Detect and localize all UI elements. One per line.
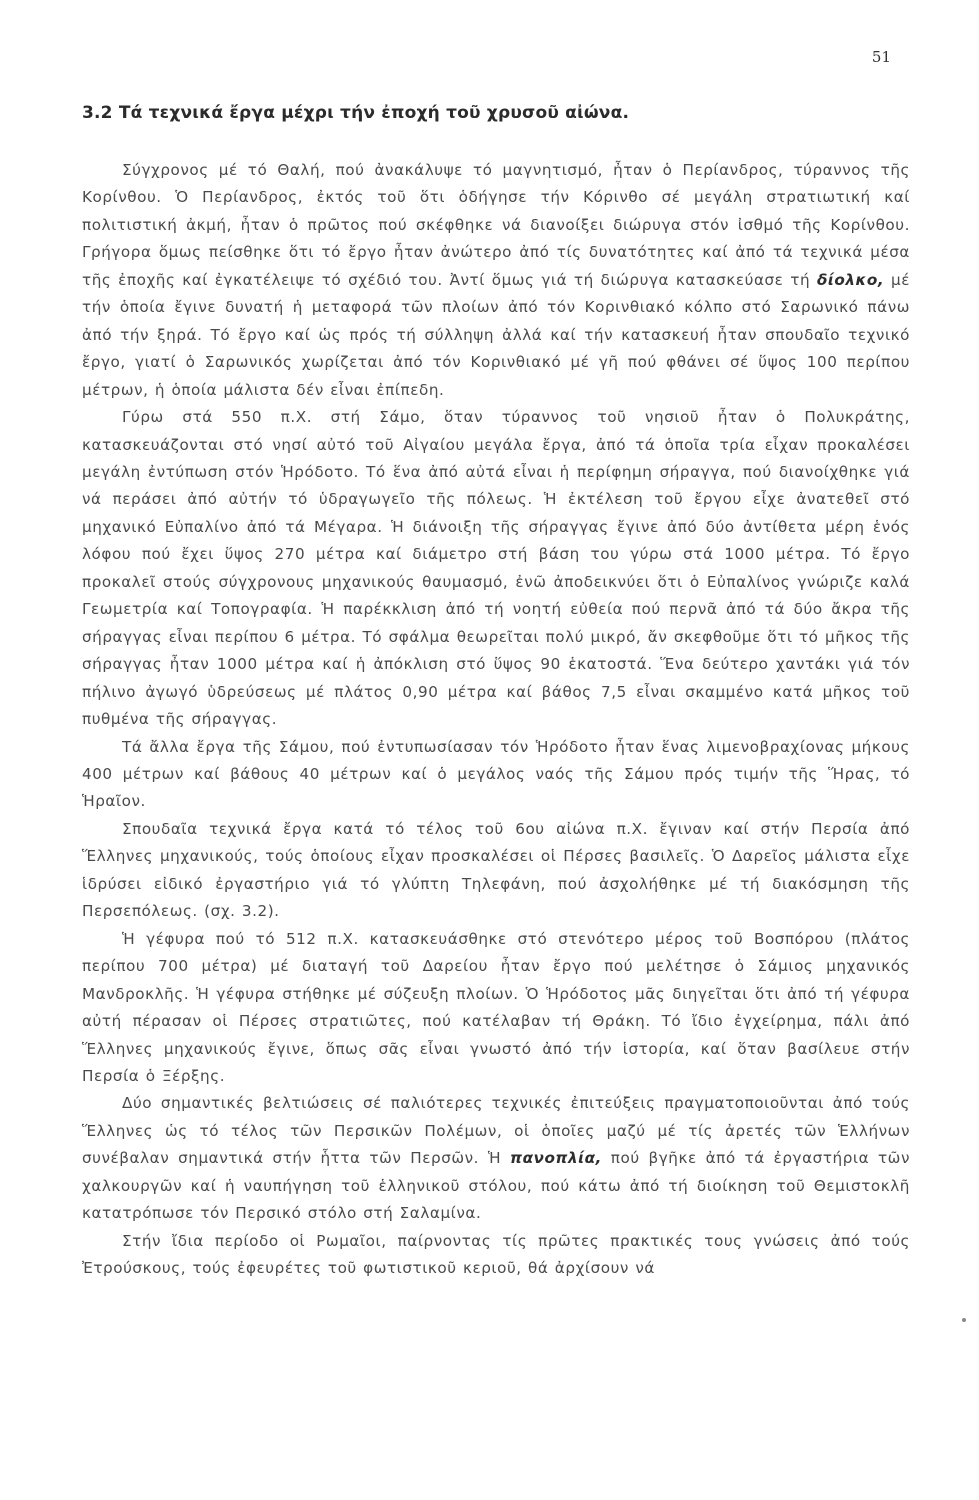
page-number: 51 [871, 48, 891, 66]
paragraph-text: Σύγχρονος μέ τό Θαλή, πού ἀνακάλυψε τό μαγνητισμό, ἦταν ὁ Περίανδρος, τύραννος τῆς Κορίνθου. Ὁ Περίανδρος, ἐκτός τοῦ ὅτι ὁδήγησε τήν Κόρινθο σέ μεγάλη στρατιωτική καί πολιτιστική ἀκμή, ἦταν ὁ πρῶτος πού σκέφθηκε νά διανοίξει διώρυγα στόν ἰσθμό τῆς Κορίνθου. Γρήγορα ὅμως πείσθηκε ὅτι τό ἔργο ἦταν ἀνώτερο ἀπό τίς δυνατότητες καί ἀπό τά τεχνικά μέσα τῆς ἐποχῆς καί ἐγκατέλειψε τό σχέδιό του. Ἀντί ὅμως γιά τή διώρυγα κατασκεύασε τή [82, 161, 910, 289]
paragraph-text: μέ τήν ὁποία ἔγινε δυνατή ἡ μεταφορά τῶν πλοίων ἀπό τόν Κορινθιακό κόλπο στό Σαρωνικό πάνω ἀπό τήν ξηρά. Τό ἔργο καί ὡς πρός τή σύλληψη ἀλλά καί τήν κατασκευή ἦταν σπουδαῖο τεχνικό ἔργο, γιατί ὁ Σαρωνικός χωρίζεται ἀπό τόν Κορινθιακό μέ γῆ πού φθάνει σέ ὕψος 100 περίπου μέτρων, ἡ ὁποία μάλιστα δέν εἶναι ἐπίπεδη. [82, 270, 910, 399]
section-heading: 3.2 Τά τεχνικά ἔργα μέχρι τήν ἐποχή τοῦ χρυσοῦ αἰώνα. [82, 103, 630, 123]
paragraph-samos-works: Τά ἄλλα ἔργα τῆς Σάμου, πού ἐντυπωσίασαν τόν Ἡρόδοτο ἦταν ἕνας λιμενοβραχίονας μήκους 400 μέτρων καί βάθους 40 μέτρων καί ὁ μεγάλος ναός τῆς Σάμου πρός τιμήν τῆς Ἥρας, τό Ἡραῖον. [82, 737, 910, 811]
term-diolkos: δίολκο, [816, 270, 885, 289]
paragraph-text: Δύο σημαντικές βελτιώσεις σέ παλιότερες τεχνικές ἐπιτεύξεις πραγματοποιοῦνται ἀπό τούς Ἕλληνες ὡς τό τέλος τῶν Περσικῶν Πολέμων, οἱ ὁποῖες μαζύ μέ τίς ἀρετές τῶν Ἑλλήνων συνέβαλαν σημαντικά στήν ἧττα τῶν Περσῶν. Ἡ [82, 1094, 910, 1168]
paragraph-bosporus-bridge: Ἡ γέφυρα πού τό 512 π.Χ. κατασκευάσθηκε στό στενότερο μέρος τοῦ Βοσπόρου (πλάτος περίπου 700 μέτρα) μέ διαταγή τοῦ Δαρείου ἦταν ἔργο πού μελέτησε ὁ Σάμιος μηχανικός Μανδροκλῆς. Ἡ γέφυρα στήθηκε μέ σύζευξη πλοίων. Ὁ Ἡρόδοτος μᾶς διηγεῖται ὅτι ἀπό τή γέφυρα αὐτή πέρασαν οἱ Πέρσες στρατιῶτες, πού κατέλαβαν τή Θράκη. Τό ἴδιο ἐγχείρημα, πάλι ἀπό Ἕλληνες μηχανικούς ἔγινε, ὅπως σᾶς εἶναι γνωστό ἀπό τήν ἱστορία, καί ὅταν βασίλευε στήν Περσία ὁ Ξέρξης. [82, 929, 910, 1085]
paragraph-romans: Στήν ἴδια περίοδο οἱ Ρωμαῖοι, παίρνοντας τίς πρῶτες πρακτικές τους γνώσεις ἀπό τούς Ἐτρούσκους, τούς ἐφευρέτες τοῦ φωτιστικοῦ κεριοῦ, θά ἀρχίσουν νά [82, 1231, 910, 1278]
paragraph-persia: Σπουδαῖα τεχνικά ἔργα κατά τό τέλος τοῦ 6ου αἰώνα π.Χ. ἔγιναν καί στήν Περσία ἀπό Ἕλληνες μηχανικούς, τούς ὁποίους εἶχαν προσκαλέσει οἱ Πέρσες βασιλεῖς. Ὁ Δαρεῖος μάλιστα εἶχε ἱδρύσει εἰδικό ἐργαστήριο γιά τό γλύπτη Τηλεφάνη, πού ἀσχολήθηκε μέ τή διακόσμηση τῆς Περσεπόλεως. (σχ. 3.2). [82, 819, 910, 921]
term-panoplia: πανοπλία, [510, 1149, 602, 1168]
margin-speck [962, 1318, 966, 1322]
body-text [82, 157, 910, 1283]
paragraph-diolkos [82, 157, 910, 404]
paragraph-samos-tunnel: Γύρω στά 550 π.Χ. στή Σάμο, ὅταν τύραννος τοῦ νησιοῦ ἦταν ὁ Πολυκράτης, κατασκευάζονται στό νησί αὐτό τοῦ Αἰγαίου μεγάλα ἔργα, ἀπό τά ὁποῖα τρία εἶχαν προκαλέσει μεγάλη ἐντύπωση στόν Ἡρόδοτο. Τό ἕνα ἀπό αὐτά εἶναι ἡ περίφημη σήραγγα, πού διανοίχθηκε γιά νά περάσει ἀπό αὐτήν τό ὑδραγωγεῖο τῆς πόλεως. Ἡ ἐκτέλεση τοῦ ἔργου εἶχε ἀνατεθεῖ στό μηχανικό Εὐπαλίνο ἀπό τά Μέγαρα. Ἡ διάνοιξη τῆς σήραγγας ἔγινε ἀπό δύο ἀντίθετα μέρη ἑνός λόφου πού ἔχει ὕψος 270 μέτρα καί διάμετρο στή βάση του γύρω στά 1000 μέτρα. Τό ἔργο προκαλεῖ στούς σύγχρονους μηχανικούς θαυμασμό, ἐνῶ ἀποδεικνύει ὅτι ὁ Εὐπαλίνος γνώριζε καλά Γεωμετρία καί Τοπογραφία. Ἡ παρέκκλιση ἀπό τή νοητή εὐθεία πού περνᾶ ἀπό τά δύο ἄκρα τῆς σήραγγας εἶναι περίπου 6 μέτρα. Τό σφάλμα θεωρεῖται πολύ μικρό, ἄν σκεφθοῦμε ὅτι τό μῆκος τῆς σήραγγας ἦταν 1000 μέτρα καί ἡ ἀπόκλιση στό ὕψος 90 ἑκατοστά. Ἕνα δεύτερο χαντάκι γιά τόν πήλινο ἀγωγό ὑδρεύσεως μέ πλάτος 0,90 μέτρα καί βάθος 7,5 εἶναι σκαμμένο κατά μῆκος τοῦ πυθμένα τῆς σήραγγας. [82, 408, 910, 729]
paragraph-text: πού βγῆκε ἀπό τά ἐργαστήρια τῶν χαλκουργῶν καί ἡ ναυπήγηση τοῦ ἑλληνικοῦ στόλου, πού κάτω ἀπό τή διοίκηση τοῦ Θεμιστοκλῆ κατατρόπωσε τόν Περσικό στόλο στή Σαλαμίνα. [82, 1149, 910, 1223]
paragraph-improvements [82, 1090, 910, 1227]
